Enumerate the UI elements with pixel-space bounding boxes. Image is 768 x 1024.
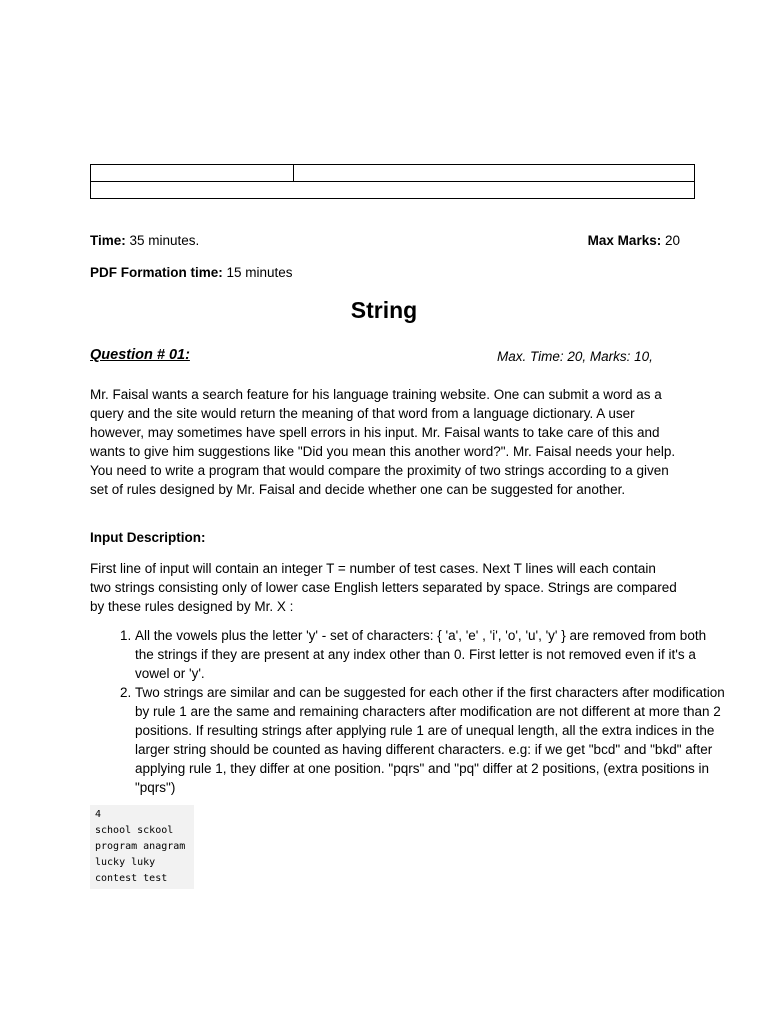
sample-line: lucky luky	[95, 857, 156, 868]
max-marks	[588, 233, 680, 248]
page-title: String	[350, 297, 418, 323]
rule-item: 1. All the vowels plus the letter 'y' - set of characters: { 'a', 'e' , 'i', 'o', 'u', 'y' } are removed from both the strings if they are present at any index other than 0. First letter is not removed even if it's a vowel or 'y'.	[135, 626, 725, 683]
time-value: 35 minutes.	[125, 233, 200, 248]
rules-list	[90, 626, 725, 797]
pdf-time-value: 15 minutes	[222, 265, 293, 280]
header-table	[90, 164, 695, 199]
max-marks-value: 20	[661, 233, 680, 248]
sample-line: program anagram	[95, 841, 186, 852]
header-cell	[91, 165, 294, 182]
rule-item: 2. Two strings are similar and can be suggested for each other if the first characters after modification by rule 1 are the same and remaining characters after modification are not different at more than 2 positions. If resulting strings after applying rule 1 are of unequal length, all the extra indices in the larger string should be counted as having different characters. e.g: if we get "bcd" and "bkd" after applying rule 1, they differ at one position. "pqrs" and "pq" differ at 2 positions, (extra positions in "pqrs")	[135, 683, 725, 797]
time-row	[90, 233, 680, 248]
question-info: Max. Time: 20, Marks: 10,	[497, 349, 653, 364]
header-cell	[91, 182, 695, 199]
sample-input-block	[90, 805, 194, 889]
question-heading: Question # 01:	[90, 347, 190, 363]
question-intro: Mr. Faisal wants a search feature for his language training website. One can submit a word as a query and the site would return the meaning of that word from a language dictionary. A user however, may sometimes have spell errors in his input. Mr. Faisal wants to take care of this and wants to give him suggestions like "Did you mean this another word?". Mr. Faisal needs your help. You need to write a program that would compare the proximity of two strings according to a given set of rules designed by Mr. Faisal and decide whether one can be suggested for another.	[90, 387, 676, 497]
pdf-time-row	[90, 265, 680, 280]
input-description-text: First line of input will contain an integer T = number of test cases. Next T lines will each contain two strings consisting only of lower case English letters separated by space. Strings are compared by these rules designed by Mr. X :	[90, 561, 677, 614]
header-cell	[294, 165, 695, 182]
sample-line: contest test	[95, 873, 168, 884]
sample-line: school sckool	[95, 825, 174, 836]
sample-line: 4	[95, 809, 102, 820]
input-description-heading: Input Description:	[90, 530, 206, 545]
max-marks-label: Max Marks:	[587, 233, 662, 248]
time-label: Time:	[90, 233, 126, 248]
pdf-time-label: PDF Formation time:	[90, 265, 223, 280]
